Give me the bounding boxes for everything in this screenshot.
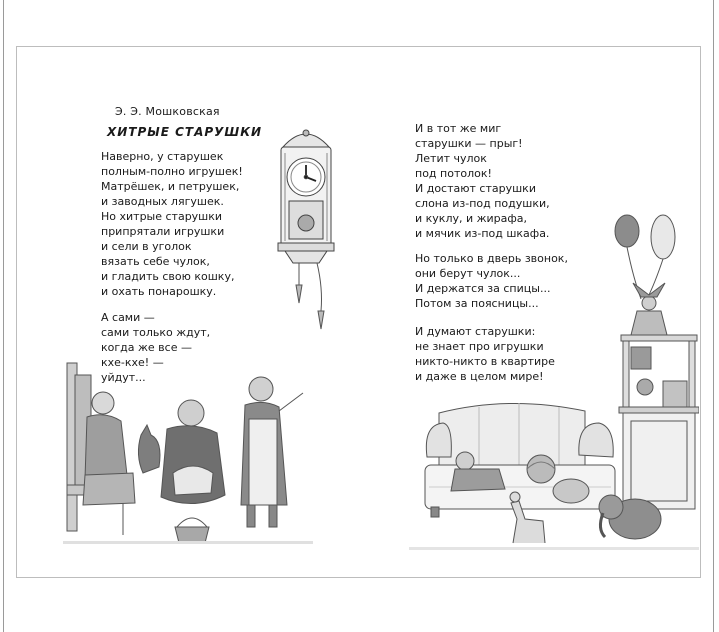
poem-line: и даже в целом мире!: [415, 370, 544, 383]
poem-line: они берут чулок...: [415, 267, 521, 280]
poem-line: Но хитрые старушки: [101, 210, 223, 223]
poem-line: припрятали игрушки: [101, 225, 225, 238]
poem-line: старушки — прыг!: [415, 137, 523, 150]
grannies-illustration: [63, 355, 313, 545]
poem-line: уйдут...: [101, 371, 146, 384]
poem-line: и куклу, и жирафа,: [415, 212, 528, 225]
poem-line: Потом за поясницы...: [415, 297, 539, 310]
poem-line: Летит чулок: [415, 152, 487, 165]
poem-line: вязать себе чулок,: [101, 255, 210, 268]
poem-line: И держатся за спицы...: [415, 282, 551, 295]
stanza: [101, 149, 243, 299]
poem-line: и заводных лягушек.: [101, 195, 224, 208]
poem-line: кхе-кхе! —: [101, 356, 164, 369]
poem-line: слона из-под подушки,: [415, 197, 550, 210]
book-spread: [16, 46, 701, 578]
poem-line: Но только в дверь звонок,: [415, 252, 568, 265]
poem-line: полным-полно игрушек!: [101, 165, 243, 178]
clock-illustration: [261, 123, 351, 333]
poem-line: Матрёшек, и петрушек,: [101, 180, 240, 193]
poem-author: Э. Э. Мошковская: [115, 105, 220, 118]
poem-line: под потолок!: [415, 167, 492, 180]
page-frame-right: [713, 0, 714, 632]
page-frame-left: [3, 0, 4, 632]
poem-line: И думают старушки:: [415, 325, 536, 338]
right-page: [359, 47, 702, 577]
poem-line: никто-никто в квартире: [415, 355, 555, 368]
poem-line: и гладить свою кошку,: [101, 270, 235, 283]
poem-line: сами только ждут,: [101, 326, 211, 339]
poem-line: И в тот же миг: [415, 122, 502, 135]
left-page: [17, 47, 359, 577]
poem-line: когда же все —: [101, 341, 192, 354]
poem-line: и мячик из-под шкафа.: [415, 227, 550, 240]
toys-illustration: [409, 207, 699, 552]
poem-line: И достают старушки: [415, 182, 536, 195]
poem-line: Наверно, у старушек: [101, 150, 224, 163]
poem-line: А сами —: [101, 311, 155, 324]
poem-line: и охать понарошку.: [101, 285, 217, 298]
poem-line: не знает про игрушки: [415, 340, 544, 353]
poem-line: и сели в уголок: [101, 240, 192, 253]
poem-title: ХИТРЫЕ СТАРУШКИ: [107, 125, 263, 139]
